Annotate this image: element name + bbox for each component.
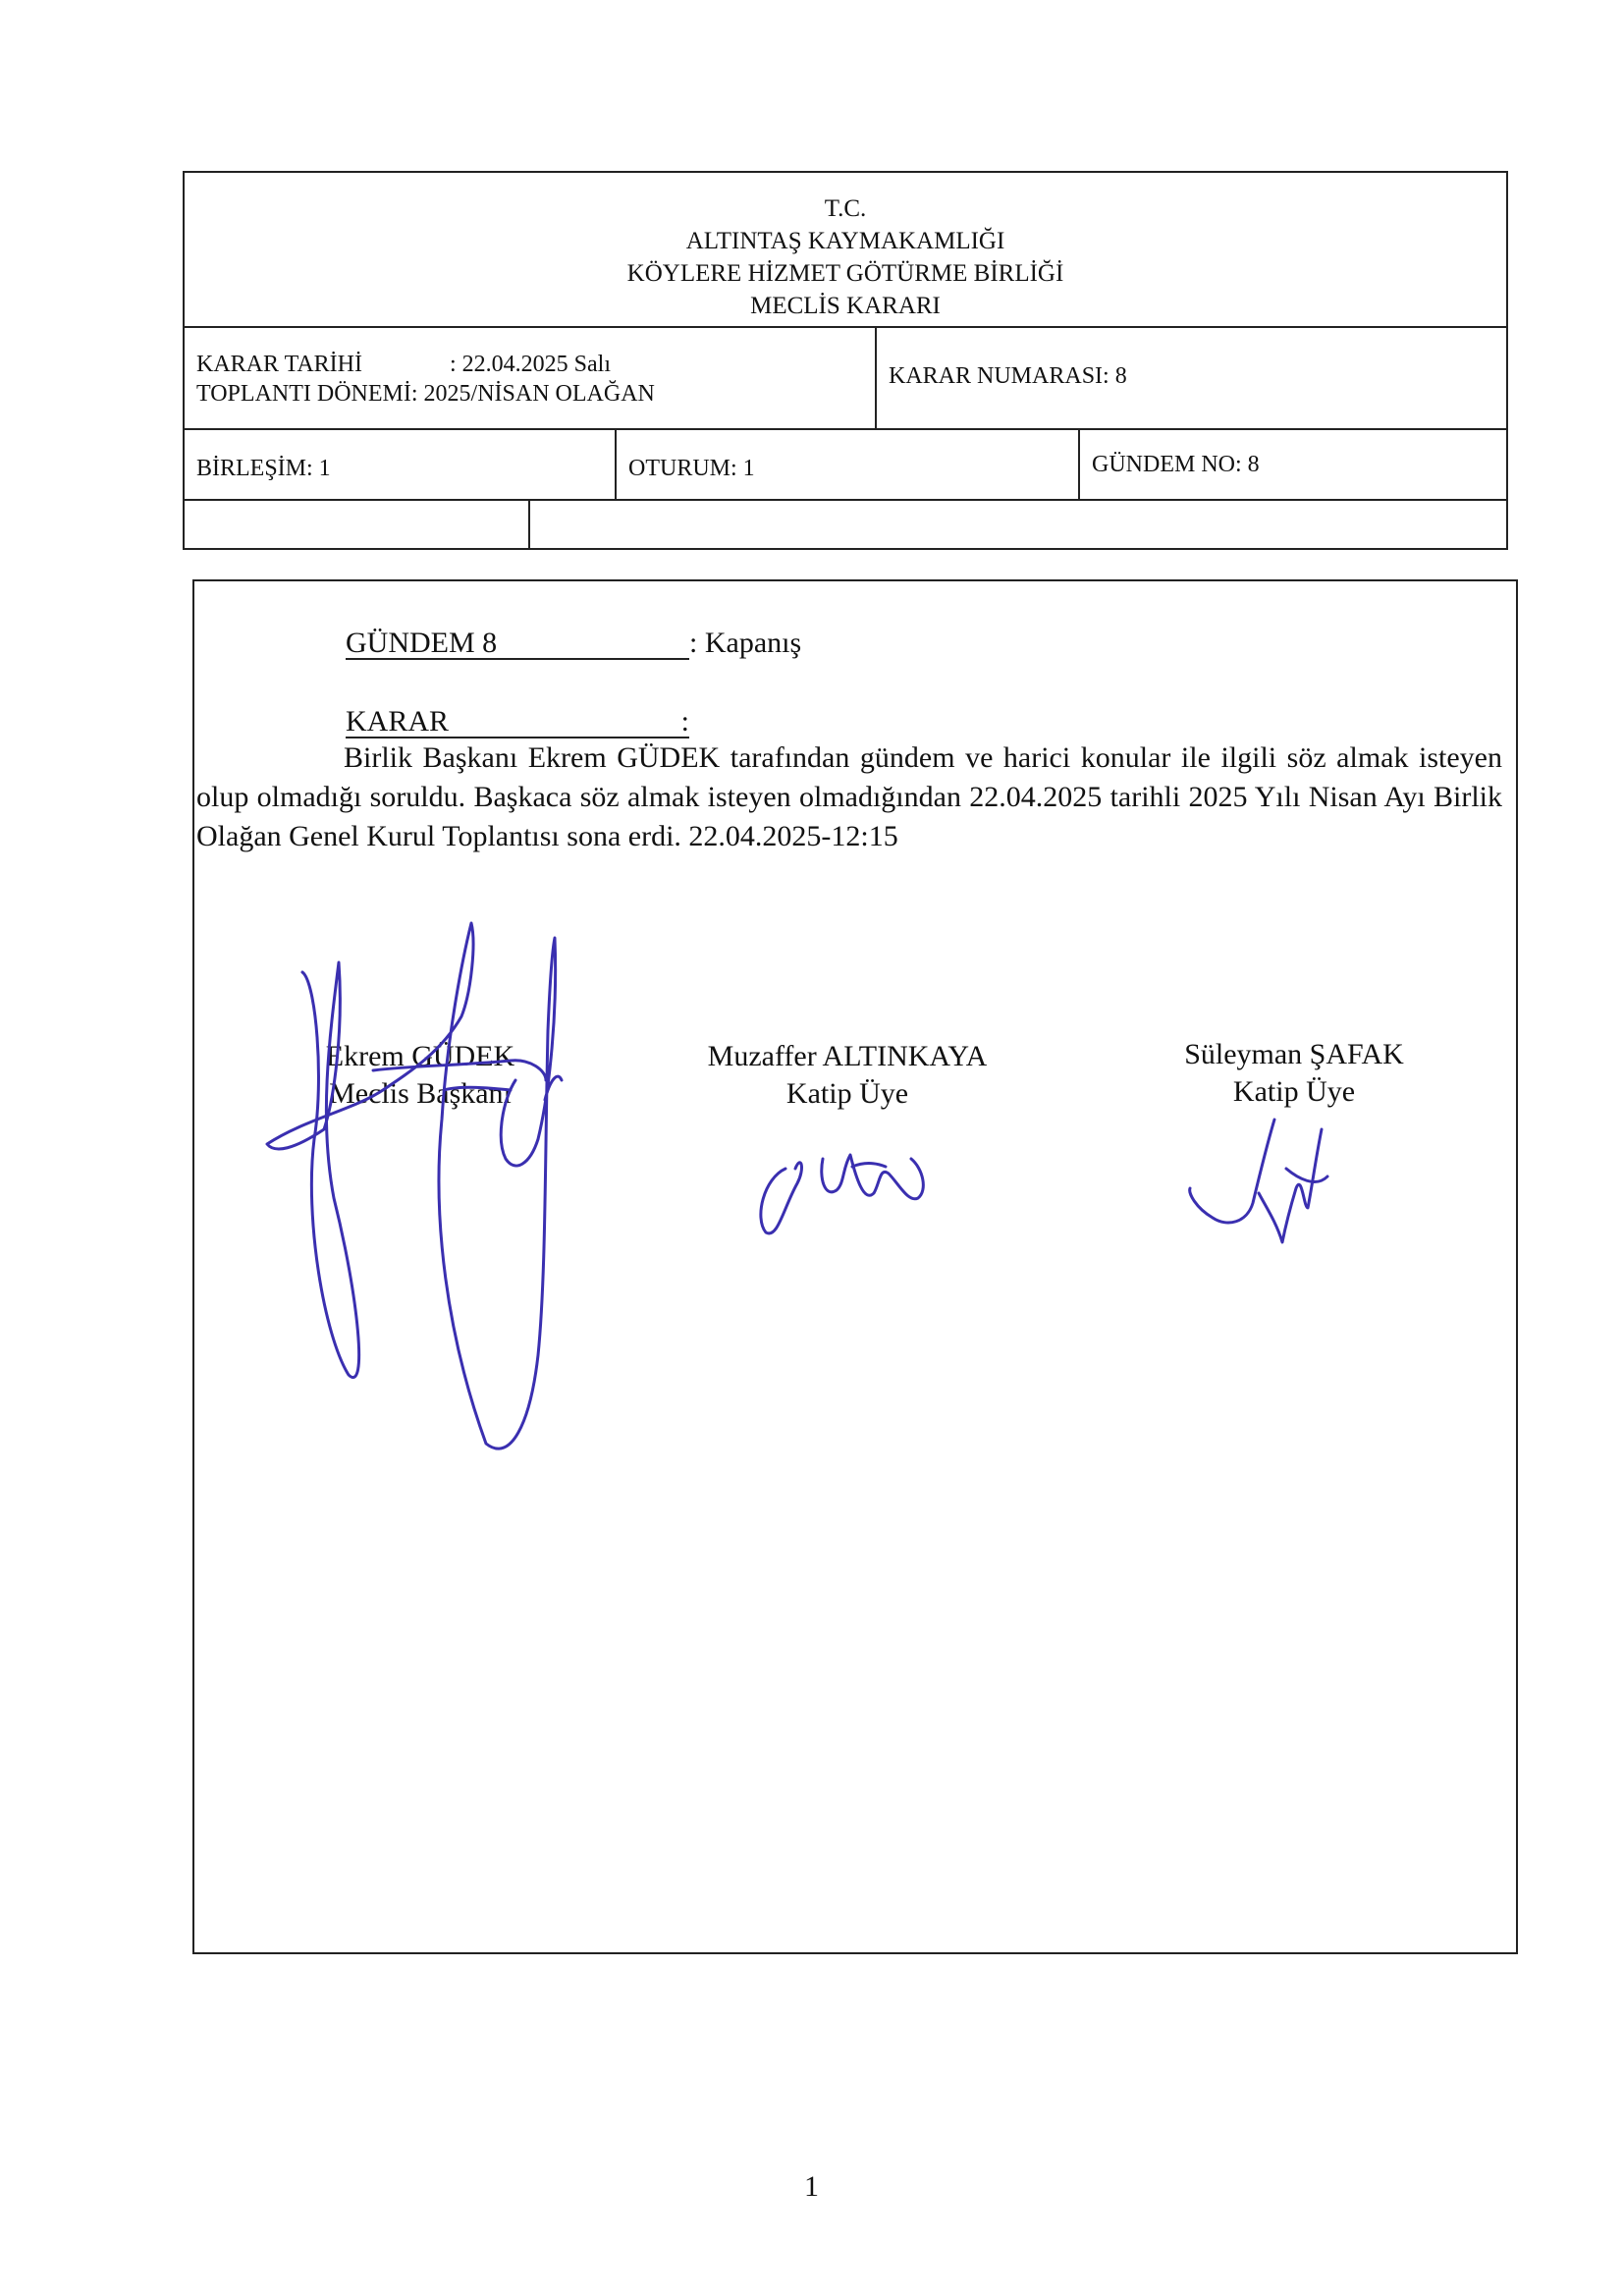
- agenda-label: GÜNDEM 8: [346, 629, 689, 660]
- header-row-empty: [185, 501, 1506, 548]
- signature-block-clerk-2: [1108, 1036, 1481, 1111]
- decision-date-value: : 22.04.2025 Salı: [450, 352, 612, 377]
- page-number: 1: [804, 2170, 819, 2203]
- decision-text: Birlik Başkanı Ekrem GÜDEK tarafından gündem ve harici konular ile ilgili söz almak isteyen olup olmadığı soruldu. Başkaca söz almak isteyen olmadığından 22.04.2025 tarihli 2025 Yılı Nisan Ayı Birlik Olağan Genel Kurul Toplantısı sona erdi. 22.04.2025-12:15: [196, 741, 1502, 852]
- agenda-line: [346, 627, 801, 660]
- heading-line-tc: T.C.: [824, 195, 867, 222]
- sitting-cell: OTURUM: 1: [617, 430, 1080, 499]
- decision-body: [192, 579, 1518, 1954]
- signature-block-clerk-1: [651, 1038, 1044, 1113]
- date-period-cell: [185, 328, 877, 428]
- signatory-title: Meclis Başkanı: [329, 1077, 512, 1110]
- decision-date: [196, 350, 875, 379]
- signatory-title: Katip Üye: [1232, 1075, 1356, 1108]
- signatory-name: Muzaffer ALTINKAYA: [707, 1040, 988, 1072]
- heading-line-document-type: MECLİS KARARI: [750, 293, 941, 319]
- decision-header-table: [183, 171, 1508, 550]
- empty-cell: [185, 501, 530, 548]
- signature-block-chairman: [263, 1038, 577, 1113]
- heading-line-union: KÖYLERE HİZMET GÖTÜRME BİRLİĞİ: [626, 260, 1064, 287]
- decision-number: KARAR NUMARASI: 8: [889, 363, 1127, 389]
- header-row-date: [185, 328, 1506, 430]
- decision-colon: :: [680, 705, 689, 738]
- heading-line-governorship: ALTINTAŞ KAYMAKAMLIĞI: [685, 228, 1005, 254]
- agenda-value: : Kapanış: [689, 627, 802, 659]
- session-cell: BİRLEŞİM: 1: [185, 430, 617, 499]
- institution-heading: [185, 173, 1506, 328]
- signatory-title: Katip Üye: [785, 1077, 909, 1110]
- decision-label: KARAR :: [346, 705, 689, 738]
- agenda-number-cell: GÜNDEM NO: 8: [1092, 452, 1260, 477]
- meeting-period: TOPLANTI DÖNEMİ: 2025/NİSAN OLAĞAN: [196, 381, 655, 407]
- decision-date-label: KARAR TARİHİ: [196, 352, 362, 377]
- header-row-session: [185, 430, 1506, 501]
- signatory-name: Ekrem GÜDEK: [325, 1040, 515, 1072]
- decision-heading: [346, 705, 689, 738]
- signatory-name: Süleyman ŞAFAK: [1184, 1038, 1404, 1070]
